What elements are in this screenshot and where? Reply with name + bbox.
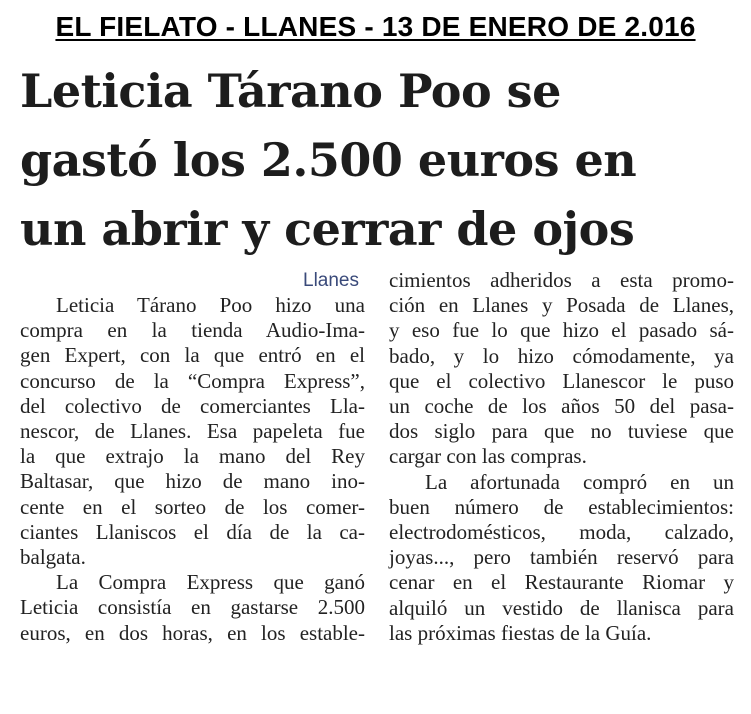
article-column-right	[389, 268, 734, 646]
text-line: Leticia consistía en gastarse 2.500	[20, 595, 365, 620]
text-line: Leticia Tárano Poo hizo una	[56, 293, 365, 317]
text-line: bado, y lo hizo cómodamente, ya	[389, 343, 734, 368]
headline-line-3: un abrir y cerrar de ojos	[20, 202, 635, 256]
text-line: que el colectivo Llanescor le puso	[389, 368, 734, 393]
location-tag: Llanes	[303, 270, 359, 291]
text-line: y eso fue lo que hizo el pasado sá-	[389, 318, 734, 343]
headline	[20, 57, 745, 264]
paragraph-1	[20, 293, 365, 570]
article-column-left	[20, 268, 365, 646]
text-line: del colectivo de comerciantes Lla-	[20, 393, 365, 418]
paragraph-3	[389, 470, 734, 646]
paragraph-2-continued	[389, 268, 734, 470]
text-line: gen Expert, con la que entró en el	[20, 343, 365, 368]
text-line: dos siglo para que no tuviese que	[389, 419, 734, 444]
text-line: la que extrajo la mano del Rey	[20, 444, 365, 469]
text-line: ciantes Llaniscos el día de la ca-	[20, 519, 365, 544]
text-line: concurso de la “Compra Express”,	[20, 368, 365, 393]
text-line: compra en la tienda Audio-Ima-	[20, 318, 365, 343]
masthead: EL FIELATO - LLANES - 13 DE ENERO DE 2.016	[55, 11, 696, 42]
text-line: joyas..., pero también reservó para	[389, 545, 734, 570]
text-line: euros, en dos horas, en los estable-	[20, 620, 365, 645]
text-line: cente en el sorteo de los comer-	[20, 494, 365, 519]
headline-line-2: gastó los 2.500 euros en	[20, 133, 637, 187]
text-line: nescor, de Llanes. Esa papeleta fue	[20, 419, 365, 444]
text-line: cenar en el Restaurante Riomar y	[389, 570, 734, 595]
text-line: balgata.	[20, 545, 86, 570]
text-line: un coche de los años 50 del pasa-	[389, 394, 734, 419]
text-line: alquiló un vestido de llanisca para	[389, 595, 734, 620]
headline-line-1: Leticia Tárano Poo se	[20, 64, 561, 118]
text-line: Baltasar, que hizo de mano ino-	[20, 469, 365, 494]
text-line: cimientos adheridos a esta promo-	[389, 268, 734, 292]
text-line: La afortunada compró en un	[425, 469, 734, 494]
paragraph-2	[20, 570, 365, 646]
text-line: La Compra Express que ganó	[56, 570, 365, 595]
text-line: cargar con las compras.	[389, 444, 587, 469]
text-line: ción en Llanes y Posada de Llanes,	[389, 293, 734, 318]
text-line: las próximas fiestas de la Guía.	[389, 620, 652, 645]
text-line: electrodomésticos, moda, calzado,	[389, 520, 734, 545]
text-line: buen número de establecimientos:	[389, 494, 734, 519]
